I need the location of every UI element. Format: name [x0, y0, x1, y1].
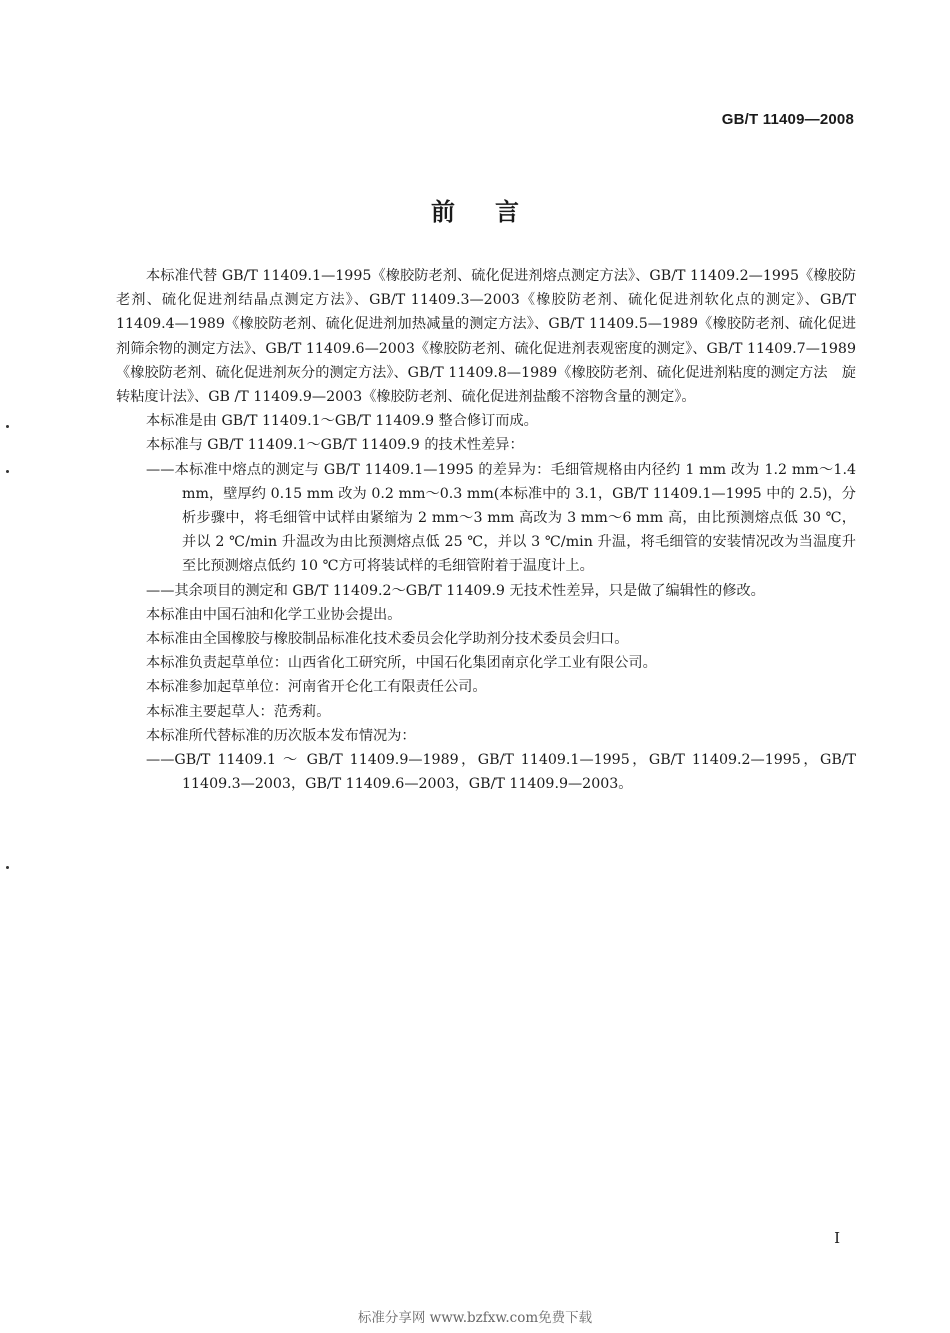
- scan-speck: [6, 470, 9, 473]
- paragraph-replaces: 本标准代替 GB/T 11409.1—1995《橡胶防老剂、硫化促进剂熔点测定方法》、GB/T 11409.2—1995《橡胶防老剂、硫化促进剂结晶点测定方法》、GB/T 11409.3—2003《橡胶防老剂、硫化促进剂软化点的测定》、GB/T 11409.4—1989《橡胶防老剂、硫化促进剂加热减量的测定方法》、GB/T 11409.5—1989《橡胶防老剂、硫化促进剂筛余物的测定方法》、GB/T 11409.6—2003《橡胶防老剂、硫化促进剂表观密度的测定》、GB/T 11409.7—1989《橡胶防老剂、硫化促进剂灰分的测定方法》、GB/T 11409.8—1989《橡胶防老剂、硫化促进剂粘度的测定方法 旋转粘度计法》、GB /T 11409.9—2003《橡胶防老剂、硫化促进剂盐酸不溶物含量的测定》。: [116, 268, 856, 406]
- history-item-versions: ——GB/T 11409.1 ～ GB/T 11409.9—1989，GB/T 11409.1—1995，GB/T 11409.2—1995，GB/T 11409.3—2003，GB/T 11409.6—2003，GB/T 11409.9—2003。: [146, 752, 856, 793]
- standard-code: GB/T 11409—2008: [721, 111, 854, 128]
- paragraph-under-jurisdiction: 本标准由全国橡胶与橡胶制品标准化技术委员会化学助剂分技术委员会归口。: [146, 631, 629, 648]
- page-title: 前言: [431, 198, 559, 226]
- scan-speck: [6, 866, 9, 869]
- footer-watermark: 标准分享网 www.bzfxw.com免费下载: [357, 1310, 593, 1326]
- difference-item-melting-point: ——本标准中熔点的测定与 GB/T 11409.1—1995 的差异为：毛细管规格由内径约 1 mm 改为 1.2 mm～1.4 mm，壁厚约 0.15 mm 改为 0.2 mm～0.3 mm(本标准中的 3.1，GB/T 11409.1—1995 中的 2.5)，分析步骤中，将毛细管中试样由紧缩为 2 mm～3 mm 高改为 3 mm～6 mm 高，由比预测熔点低 30 ℃，并以 2 ℃/min 升温改为由比预测熔点低 25 ℃，并以 3 ℃/min 升温，将毛细管的安装情况改为当温度升至比预测熔点低约 10 ℃方可将装试样的毛细管附着于温度计上。: [146, 461, 856, 575]
- paragraph-differences-intro: 本标准与 GB/T 11409.1～GB/T 11409.9 的技术性差异：: [146, 437, 524, 454]
- difference-item-others: ——其余项目的测定和 GB/T 11409.2～GB/T 11409.9 无技术性差异，只是做了编辑性的修改。: [146, 582, 765, 599]
- paragraph-integration: 本标准是由 GB/T 11409.1～GB/T 11409.9 整合修订而成。: [146, 413, 538, 430]
- paragraph-drafting-unit: 本标准负责起草单位：山西省化工研究所，中国石化集团南京化学工业有限公司。: [146, 655, 657, 672]
- page-number: I: [834, 1229, 840, 1247]
- paragraph-history-intro: 本标准所代替标准的历次版本发布情况为：: [146, 727, 416, 744]
- paragraph-proposed-by: 本标准由中国石油和化学工业协会提出。: [146, 606, 402, 623]
- paragraph-main-drafter: 本标准主要起草人：范秀莉。: [146, 703, 331, 720]
- foreword-body: [116, 264, 856, 796]
- scan-speck: [6, 425, 9, 428]
- paragraph-participating-unit: 本标准参加起草单位：河南省开仑化工有限责任公司。: [146, 679, 487, 696]
